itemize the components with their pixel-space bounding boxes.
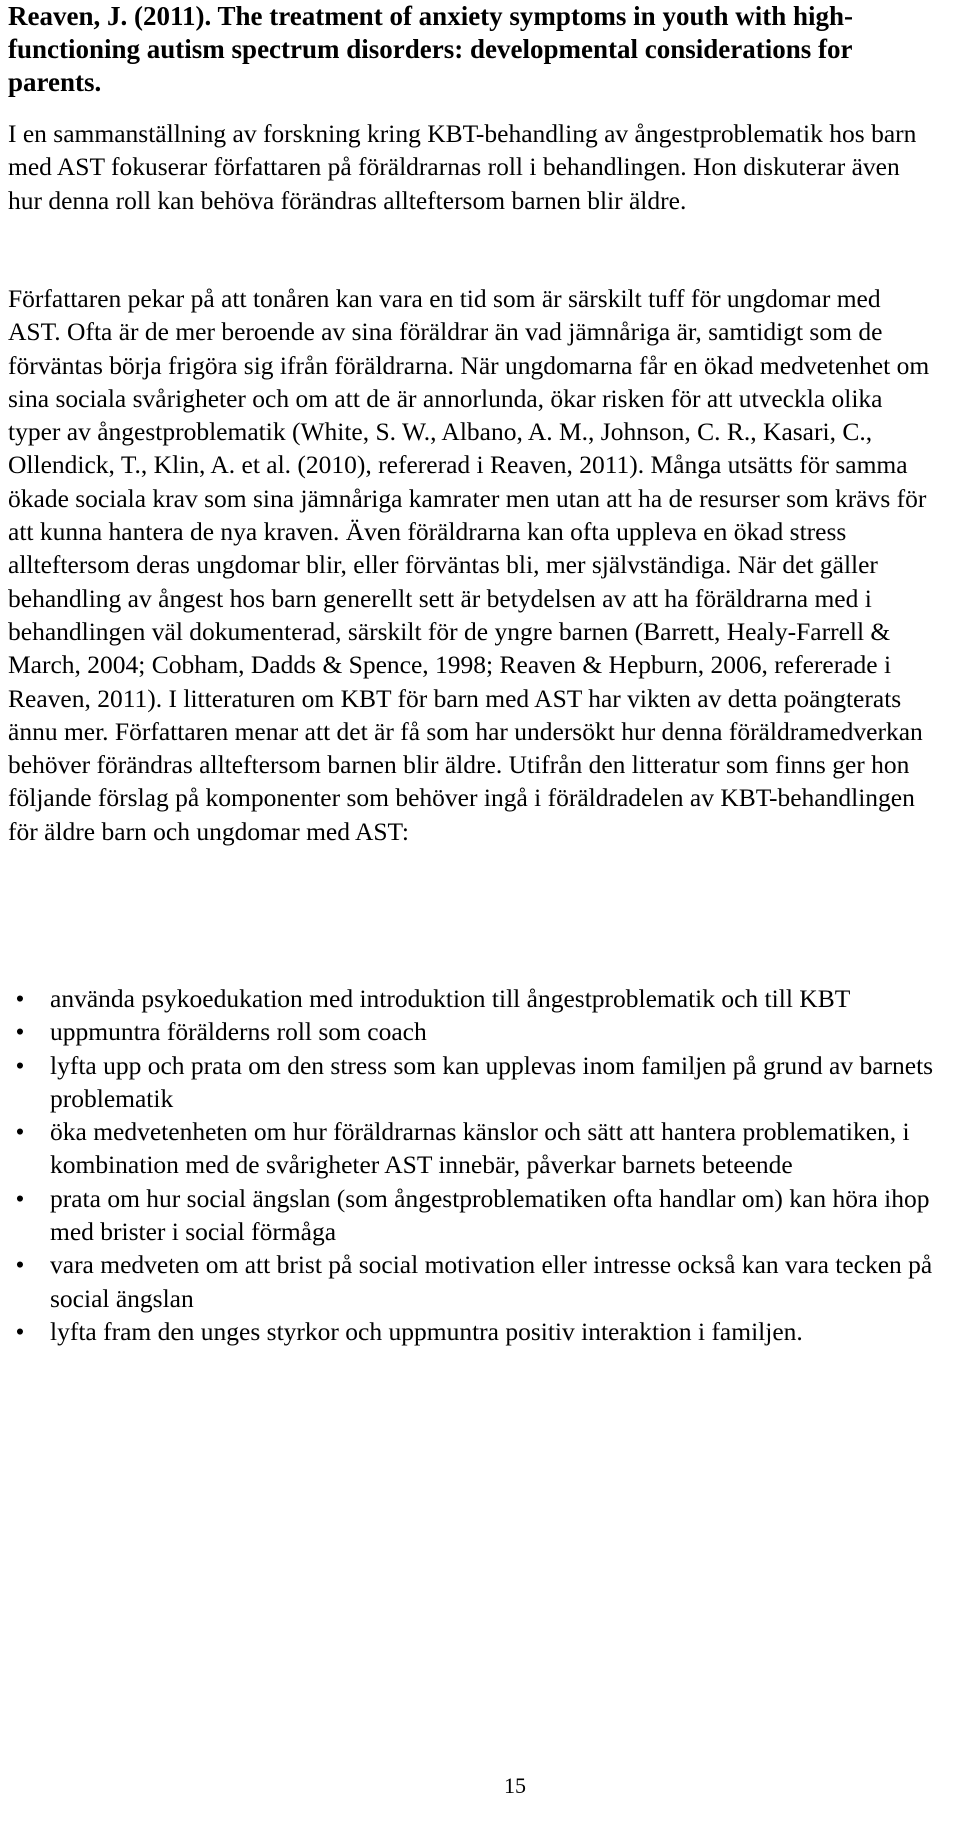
paragraph-discussion: Författaren pekar på att tonåren kan vara en tid som är särskilt tuff för ungdomar med AST. Ofta är de mer beroende av sina föräldrar än vad jämnåriga är, samtidigt som de förväntas börja frigöra sig ifrån föräldrarna. När ungdomarna får en ökad medvetenhet om sina sociala svårigheter och om att de är annorlunda, ökar risken för att utveckla olika typer av ångestproblematik (White, S. W., Albano, A. M., Johnson, C. R., Kasari, C., Ollendick, T., Klin, A. et al. (2010), refererad i Reaven, 2011). Många utsätts för samma ökade sociala krav som sina jämnåriga kamrater men utan att ha de resurser som krävs för att kunna hantera de nya kraven. Även föräldrarna kan ofta uppleva en ökad stress allteftersom deras ungdomar blir, eller förväntas bli, mer självständiga. När det gäller behandling av ångest hos barn generellt sett är betydelsen av att ha föräldrarna med i behandlingen väl dokumenterad, särskilt för de yngre barnen (Barrett, Healy-Farrell & March, 2004; Cobham, Dadds & Spence, 1998; Reaven & Hepburn, 2006, refererade i Reaven, 2011). I litteraturen om KBT för barn med AST har vikten av detta poängterats ännu mer. Författaren menar att det är få som har undersökt hur denna föräldramedverkan behöver förändras allteftersom barnen blir äldre. Utifrån den litteratur som finns ger hon följande förslag på komponenter som behöver ingå i föräldradelen av KBT-behandlingen för äldre barn och ungdomar med AST:: [8, 284, 930, 846]
bullet-icon: •: [15, 1017, 25, 1047]
list-item: [8, 1115, 938, 1182]
list-item-text: använda psykoedukation med introduktion till ångestproblematik och till KBT: [50, 984, 851, 1013]
list-item: [8, 1182, 938, 1249]
list-item-text: öka medvetenheten om hur föräldrarnas känslor och sätt att hantera problematiken, i kombination med de svårigheter AST innebär, påverkar barnets beteende: [50, 1117, 910, 1180]
list-item-text: prata om hur social ängslan (som ångestproblematiken ofta handlar om) kan höra ihop med brister i social förmåga: [50, 1183, 930, 1247]
bullet-icon: •: [15, 1117, 25, 1147]
list-item: [8, 1049, 938, 1116]
paragraph-summary: I en sammanställning av forskning kring KBT-behandling av ångestproblematik hos barn med AST fokuserar författaren på föräldrarnas roll i behandlingen. Hon diskuterar även hur denna roll kan behöva förändras allteftersom barnen blir äldre.: [8, 119, 917, 215]
list-item: [8, 1248, 938, 1315]
list-item: [8, 1315, 938, 1348]
bullet-icon: •: [15, 1050, 25, 1080]
bullet-icon: •: [15, 984, 25, 1013]
reference-heading: Reaven, J. (2011). The treatment of anxiety symptoms in youth with high-functioning autism spectrum disorders: developmental considerations for parents.: [8, 1, 854, 97]
bullet-icon: •: [15, 1250, 25, 1280]
recommendation-list: [8, 982, 938, 1348]
page-number: 15: [504, 1773, 526, 1798]
list-item: [8, 982, 938, 1015]
list-item-text: vara medveten om att brist på social motivation eller intresse också kan vara tecken på social ängslan: [50, 1250, 933, 1313]
bullet-icon: •: [15, 1316, 25, 1346]
list-item-text: uppmuntra förälderns roll som coach: [50, 1017, 427, 1047]
list-item-text: lyfta fram den unges styrkor och uppmuntra positiv interaktion i familjen.: [50, 1316, 803, 1346]
list-item-text: lyfta upp och prata om den stress som kan upplevas inom familjen på grund av barnets problematik: [50, 1050, 934, 1113]
list-item: [8, 1015, 938, 1048]
bullet-icon: •: [15, 1183, 25, 1213]
